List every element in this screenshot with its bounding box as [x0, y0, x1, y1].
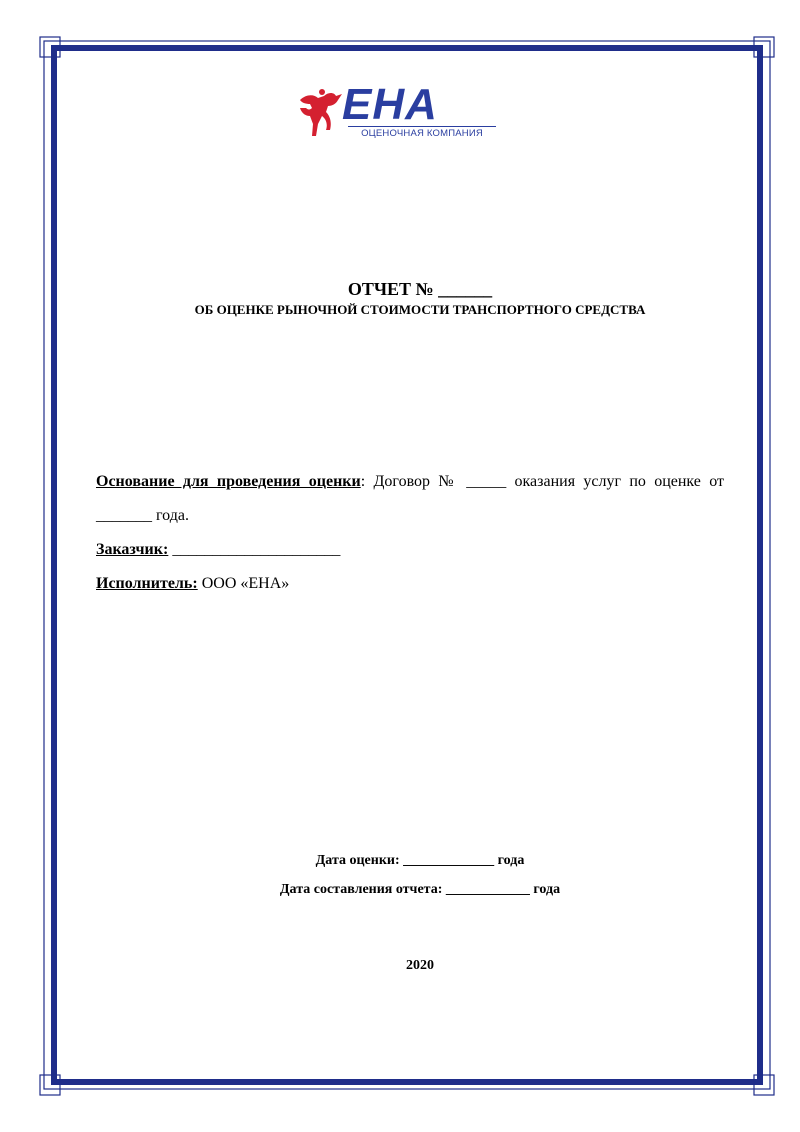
report-year: 2020 — [406, 958, 434, 973]
customer-row — [96, 533, 724, 567]
basis-text: : Договор № _____ оказания услуг по оценке от _______ года. — [96, 473, 725, 524]
basis-paragraph — [96, 465, 724, 533]
company-logo — [296, 80, 496, 142]
report-subject: ОБ ОЦЕНКЕ РЫНОЧНОЙ СТОИМОСТИ ТРАНСПОРТНОГО СРЕДСТВА — [194, 302, 646, 317]
customer-value: _____________________ — [168, 541, 341, 558]
report-details — [96, 465, 724, 601]
brand-name: ЕНА — [342, 80, 438, 129]
report-date: Дата составления отчета: ____________ года — [279, 882, 561, 897]
report-title — [96, 278, 744, 319]
basis-label: Основание для проведения оценки — [96, 473, 361, 490]
customer-label: Заказчик: — [96, 541, 169, 558]
valuation-date: Дата оценки: _____________ года — [315, 853, 525, 868]
report-number: ОТЧЕТ № ______ — [347, 279, 493, 299]
executor-value: ООО «ЕНА» — [197, 575, 290, 592]
dates-section — [96, 846, 744, 904]
executor-label: Исполнитель: — [96, 575, 198, 592]
executor-row — [96, 567, 724, 601]
brand-tagline: ОЦЕНОЧНАЯ КОМПАНИЯ — [348, 126, 496, 139]
horse-rider-icon — [296, 86, 346, 138]
